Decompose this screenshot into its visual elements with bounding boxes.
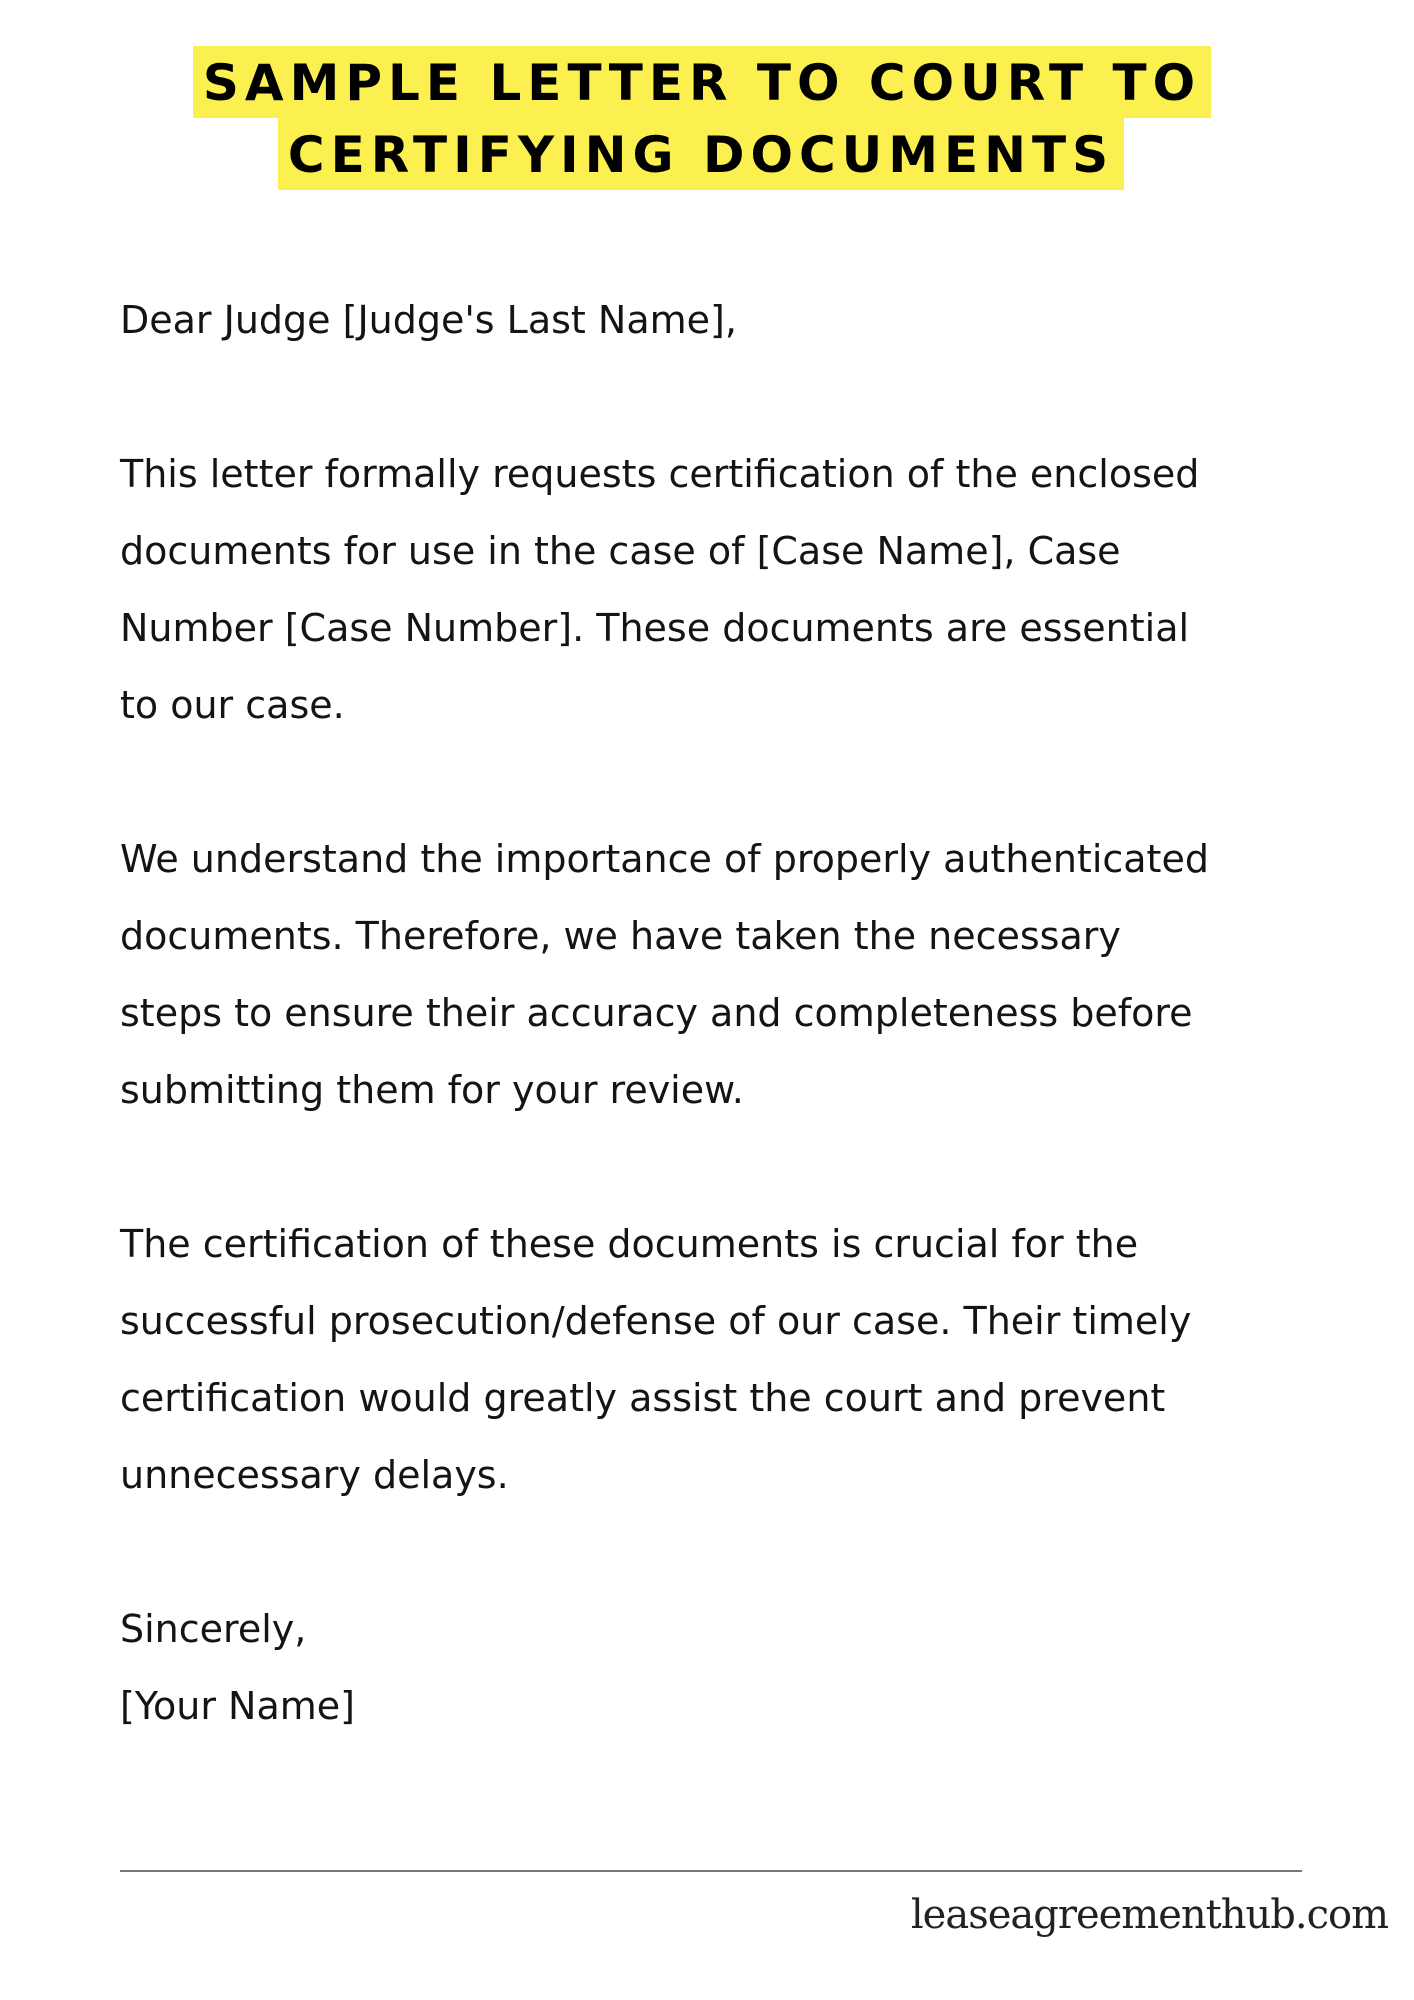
footer-divider xyxy=(120,1870,1302,1872)
paragraph-1 xyxy=(120,436,1320,744)
paragraph-2-line: documents. Therefore, we have taken the necessary xyxy=(120,914,1121,958)
salutation: Dear Judge [Judge's Last Name], xyxy=(120,298,737,342)
paragraph-3 xyxy=(120,1206,1320,1514)
paragraph-2-line: We understand the importance of properly authenticated xyxy=(120,837,1209,881)
paragraph-gap xyxy=(120,359,1320,436)
paragraph-3-line: unnecessary delays. xyxy=(120,1453,509,1497)
paragraph-1-line: Number [Case Number]. These documents are essential xyxy=(120,606,1190,650)
paragraph-3-line: The certification of these documents is crucial for the xyxy=(120,1222,1139,1266)
paragraph-2-line: submitting them for your review. xyxy=(120,1068,744,1112)
page-title xyxy=(0,46,1414,190)
title-line-2: CERTIFYING DOCUMENTS xyxy=(278,118,1124,190)
paragraph-1-line: documents for use in the case of [Case Name], Case xyxy=(120,529,1121,573)
footer-site-name: leaseagreementhub.com xyxy=(910,1892,1388,1938)
title-line-1: SAMPLE LETTER TO COURT TO xyxy=(193,46,1211,118)
paragraph-1-line: to our case. xyxy=(120,683,345,727)
paragraph-gap xyxy=(120,1129,1320,1206)
paragraph-1-line: This letter formally requests certification of the enclosed xyxy=(120,452,1200,496)
closing: Sincerely, xyxy=(120,1607,307,1651)
paragraph-gap xyxy=(120,744,1320,821)
paragraph-3-line: successful prosecution/defense of our case. Their timely xyxy=(120,1299,1192,1343)
paragraph-gap xyxy=(120,1514,1320,1591)
signature: [Your Name] xyxy=(120,1684,355,1728)
paragraph-2-line: steps to ensure their accuracy and completeness before xyxy=(120,991,1193,1035)
paragraph-3-line: certification would greatly assist the court and prevent xyxy=(120,1376,1166,1420)
paragraph-2 xyxy=(120,821,1320,1129)
letter-body xyxy=(120,282,1320,1745)
